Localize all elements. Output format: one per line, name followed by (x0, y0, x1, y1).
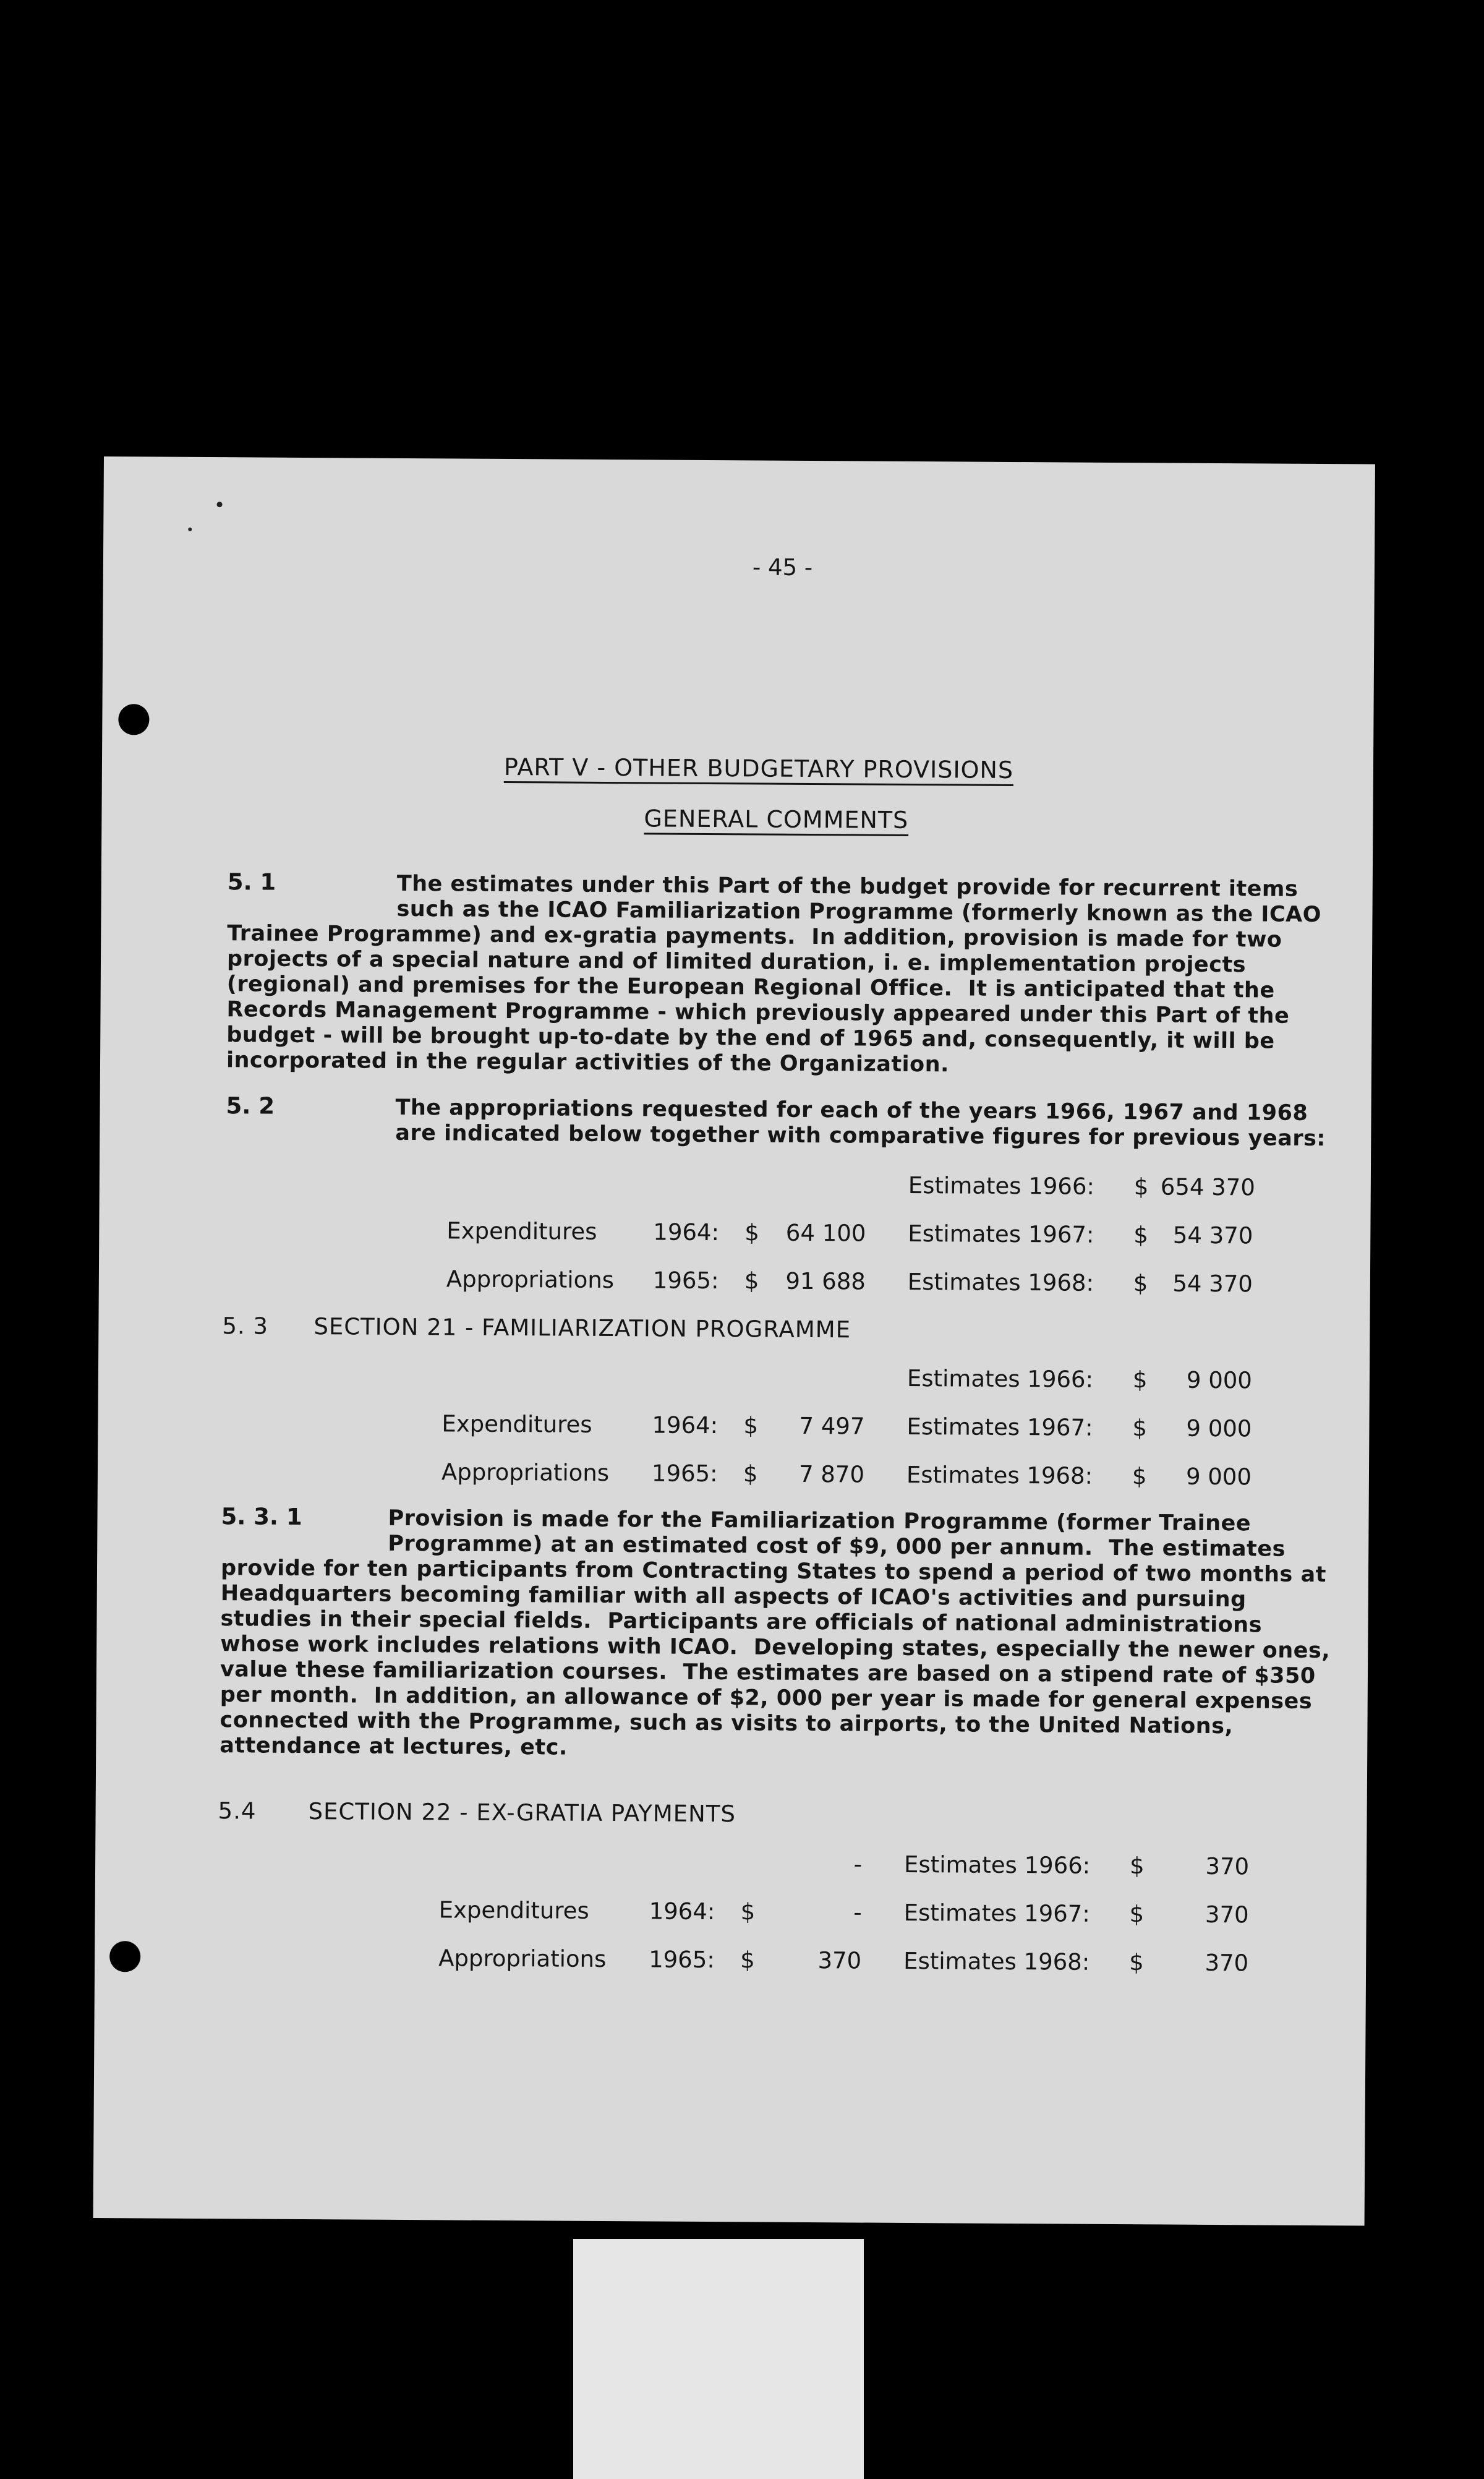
expenditures-year: 1964: (649, 1898, 715, 1925)
expenditures-value: 7 497 (799, 1412, 865, 1440)
punch-hole (118, 704, 149, 735)
paragraph-5-3-1-line: per month. In addition, an allowance of $2, 000 per year is made for general expenses (220, 1682, 1313, 1714)
paragraph-5-3-1-line: attendance at lectures, etc. (220, 1733, 568, 1760)
estimates-1968-label: Estimates 1968: (903, 1947, 1090, 1976)
section-number: 5.4 (218, 1797, 257, 1825)
currency-symbol: $ (1133, 1222, 1149, 1249)
expenditures-label: Expenditures (446, 1217, 597, 1245)
punch-hole (109, 1941, 140, 1972)
appropriations-year: 1965: (649, 1946, 715, 1974)
estimates-1966-value: 654 370 (1160, 1173, 1255, 1201)
estimates-1967-value: 54 370 (1172, 1222, 1253, 1249)
paper-speck (217, 502, 223, 507)
currency-symbol: $ (1133, 1270, 1148, 1297)
paragraph-5-1-line: Records Management Programme - which previously appeared under this Part of the (226, 997, 1290, 1029)
estimates-1966-label: Estimates 1966: (908, 1171, 1095, 1200)
paragraph-5-1-line: Trainee Programme) and ex-gratia payments. In addition, provision is made for two (227, 921, 1282, 953)
paragraph-5-1-line: projects of a special nature and of limited duration, i. e. implementation projects (226, 946, 1247, 978)
page-subtitle: GENERAL COMMENTS (644, 805, 909, 834)
paragraph-number: 5. 3. 1 (221, 1503, 302, 1530)
estimates-1966-value: 9 000 (1186, 1366, 1253, 1394)
page-number: - 45 - (752, 554, 813, 581)
appropriations-year: 1965: (651, 1460, 718, 1488)
expenditures-year: 1964: (653, 1218, 720, 1246)
paragraph-number: 5. 2 (226, 1092, 275, 1120)
appropriations-value: 91 688 (785, 1267, 866, 1295)
paragraph-5-2-line: are indicated below together with comparative figures for previous years: (395, 1120, 1326, 1152)
expenditures-label: Expenditures (438, 1896, 589, 1924)
paragraph-5-3-1-line: whose work includes relations with ICAO. Developing states, especially the newer ones, (220, 1632, 1331, 1664)
appropriations-year: 1965: (652, 1267, 719, 1295)
estimates-1967-label: Estimates 1967: (908, 1220, 1094, 1248)
paragraph-5-3-1-line: studies in their special fields. Participants are officials of national administrations (220, 1606, 1263, 1638)
expenditures-value: - (853, 1899, 862, 1926)
estimates-1966-value: 370 (1205, 1852, 1250, 1880)
appropriations-value: 7 870 (798, 1460, 865, 1488)
paper-speck (188, 528, 192, 531)
currency-symbol: $ (744, 1219, 760, 1246)
paragraph-5-3-1-line: Headquarters becoming familiar with all aspects of ICAO's activities and pursuing (220, 1581, 1247, 1612)
prior-value-dash: - (853, 1851, 863, 1878)
paragraph-5-3-1-line: provide for ten participants from Contracting States to spend a period of two months at (220, 1556, 1327, 1588)
currency-symbol: $ (743, 1460, 758, 1488)
paragraph-5-1-line: incorporated in the regular activities of the Organization. (226, 1048, 950, 1077)
appropriations-value: 370 (817, 1947, 862, 1974)
currency-symbol: $ (740, 1898, 756, 1925)
section-heading: SECTION 22 - EX-GRATIA PAYMENTS (308, 1798, 736, 1828)
paragraph-5-3-1-line: Provision is made for the Familiarization Programme (former Trainee (388, 1505, 1252, 1536)
appropriations-label: Appropriations (441, 1458, 610, 1487)
estimates-1967-label: Estimates 1967: (906, 1413, 1093, 1441)
paragraph-5-1-line: The estimates under this Part of the budget provide for recurrent items (396, 871, 1298, 902)
currency-symbol: $ (744, 1267, 759, 1295)
estimates-1968-label: Estimates 1968: (907, 1268, 1094, 1296)
currency-symbol: $ (1132, 1415, 1148, 1442)
appropriations-label: Appropriations (438, 1945, 607, 1973)
currency-symbol: $ (1129, 1852, 1145, 1880)
paragraph-5-3-1-line: value these familiarization courses. The estimates are based on a stipend rate of $350 (220, 1657, 1316, 1689)
currency-symbol: $ (743, 1412, 759, 1439)
estimates-1967-value: 370 (1205, 1901, 1249, 1929)
estimates-1968-label: Estimates 1968: (906, 1461, 1093, 1489)
paragraph-5-2-line: The appropriations requested for each of the years 1966, 1967 and 1968 (395, 1095, 1308, 1126)
currency-symbol: $ (1132, 1463, 1147, 1490)
currency-symbol: $ (1132, 1366, 1148, 1394)
currency-symbol: $ (1129, 1949, 1144, 1976)
currency-symbol: $ (1129, 1901, 1145, 1928)
expenditures-year: 1964: (652, 1411, 719, 1439)
paragraph-5-3-1-line: connected with the Programme, such as visits to airports, to the United Nations, (220, 1708, 1234, 1739)
paragraph-5-3-1-line: Programme) at an estimated cost of $9, 000 per annum. The estimates (388, 1531, 1286, 1562)
paragraph-number: 5. 1 (227, 868, 276, 896)
paragraph-5-1-line: such as the ICAO Familiarization Programme (formerly known as the ICAO (396, 896, 1322, 928)
estimates-1968-value: 54 370 (1172, 1270, 1253, 1298)
estimates-1968-value: 370 (1205, 1949, 1249, 1977)
expenditures-value: 64 100 (785, 1219, 866, 1247)
currency-symbol: $ (1133, 1173, 1149, 1201)
section-heading: SECTION 21 - FAMILIARIZATION PROGRAMME (313, 1313, 851, 1343)
document-page (93, 456, 1375, 2226)
expenditures-label: Expenditures (441, 1410, 592, 1438)
estimates-1966-label: Estimates 1966: (906, 1364, 1094, 1393)
paragraph-5-1-line: (regional) and premises for the European Regional Office. It is anticipated that the (226, 972, 1275, 1003)
blank-target-card (573, 2239, 864, 2479)
section-number: 5. 3 (222, 1312, 269, 1340)
estimates-1967-value: 9 000 (1186, 1415, 1252, 1442)
paragraph-5-1-line: budget - will be brought up-to-date by the end of 1965 and, consequently, it will be (226, 1022, 1275, 1054)
estimates-1966-label: Estimates 1966: (903, 1851, 1091, 1879)
estimates-1967-label: Estimates 1967: (903, 1899, 1090, 1927)
page-title: PART V - OTHER BUDGETARY PROVISIONS (503, 753, 1014, 784)
currency-symbol: $ (740, 1946, 755, 1974)
appropriations-label: Appropriations (446, 1265, 615, 1294)
estimates-1968-value: 9 000 (1185, 1463, 1252, 1491)
